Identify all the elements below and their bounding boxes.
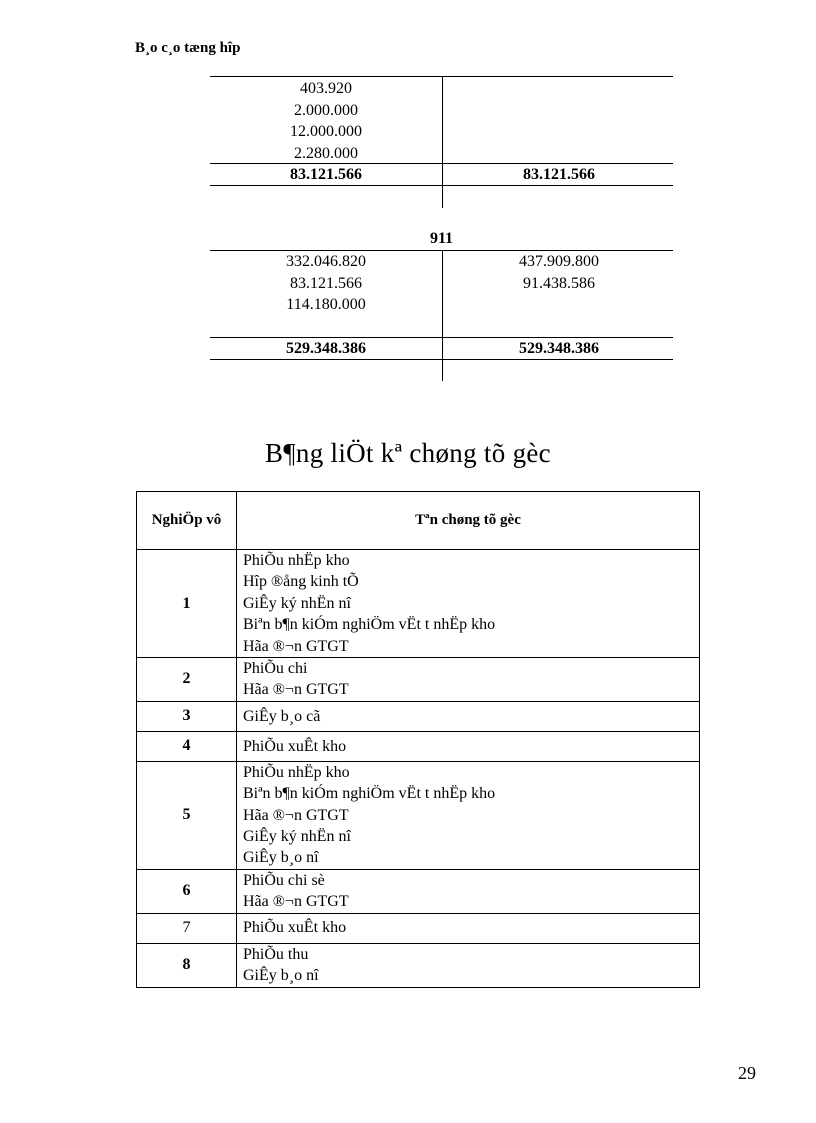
table-row: [137, 550, 700, 658]
transaction-number: 8: [137, 943, 237, 987]
document-name: Biªn b¶n kiÓm nghiÖm vËt t nhËp kho: [243, 616, 496, 634]
account-911-credit-lines: [443, 251, 675, 294]
document-name: GiÊy b¸o cã: [243, 707, 321, 725]
debit-total: 83.121.566: [290, 166, 362, 183]
debit-line: 83.121.566: [290, 274, 362, 292]
document-names: [237, 658, 700, 702]
document-name: GiÊy ký nhËn nî: [243, 828, 351, 846]
document-names: [237, 761, 700, 869]
document-name: PhiÕu nhËp kho: [243, 552, 350, 569]
source-documents-table: [136, 491, 700, 988]
transaction-number: 7: [137, 913, 237, 943]
account-911-debit-lines: [210, 251, 442, 316]
t-account-top-debit-lines: [210, 78, 442, 164]
debit-line: 12.000.000: [290, 123, 362, 140]
table-row: [137, 761, 700, 869]
document-name: Biªn b¶n kiÓm nghiÖm vËt t nhËp kho: [243, 785, 496, 803]
table-row: [137, 658, 700, 702]
document-name: PhiÕu thu: [243, 945, 309, 963]
transaction-number: 6: [137, 869, 237, 913]
table-row: [137, 731, 700, 761]
document-names: [237, 550, 700, 658]
debit-line: 114.180.000: [286, 296, 366, 313]
column-header-documents: Tªn chøng tõ gèc: [237, 492, 700, 550]
credit-line: 437.909.800: [519, 253, 599, 270]
transaction-number: 5: [137, 761, 237, 869]
document-names: [237, 943, 700, 987]
document-names: [237, 869, 700, 913]
transaction-number: 2: [137, 658, 237, 702]
transaction-number: 4: [137, 731, 237, 761]
table-header-row: [137, 492, 700, 550]
document-name: Hãa ®¬n GTGT: [243, 681, 349, 699]
document-name: PhiÕu chi sè: [243, 871, 325, 889]
document-name: GiÊy b¸o nî: [243, 849, 319, 867]
t-account-total-rule-bottom: [210, 185, 673, 186]
document-name: GiÊy b¸o nî: [243, 967, 319, 985]
t-account-911: [210, 230, 673, 381]
document-list-title: B¶ng liÖt kª chøng tõ gèc: [265, 438, 551, 468]
table-row: [137, 943, 700, 987]
document-name: PhiÕu xuÊt kho: [243, 919, 347, 937]
account-911-credit-total: 529.348.386: [519, 340, 599, 357]
debit-line: 2.000.000: [294, 101, 358, 119]
document-name: Hãa ®¬n GTGT: [243, 893, 349, 911]
document-name: Hãa ®¬n GTGT: [243, 637, 349, 655]
report-header: B¸o c¸o tæng hîp: [135, 40, 241, 56]
transaction-number: 1: [137, 550, 237, 658]
debit-line: 2.280.000: [294, 144, 358, 162]
t-account-911-bottom-rule: [210, 359, 673, 360]
document-names: [237, 701, 700, 731]
document-name: Hîp ®ång kinh tÕ: [243, 573, 359, 591]
t-account-top: [210, 76, 673, 208]
document-name: GiÊy ký nhËn nî: [243, 594, 351, 612]
document-names: [237, 731, 700, 761]
page-number: 29: [738, 1063, 756, 1083]
document-name: Hãa ®¬n GTGT: [243, 806, 349, 824]
table-row: [137, 869, 700, 913]
table-row: [137, 701, 700, 731]
document-name: PhiÕu chi: [243, 660, 308, 678]
account-911-debit-total: 529.348.386: [286, 340, 366, 357]
column-header-transaction: NghiÖp vô: [137, 492, 237, 550]
t-account-divider: [442, 76, 443, 208]
table-row: [137, 913, 700, 943]
document-name: PhiÕu xuÊt kho: [243, 737, 347, 755]
account-911-name: 911: [429, 230, 454, 247]
credit-total: 83.121.566: [523, 166, 595, 183]
debit-line: 332.046.820: [286, 253, 366, 270]
transaction-number: 3: [137, 701, 237, 731]
document-name: PhiÕu nhËp kho: [243, 763, 350, 781]
debit-line: 403.920: [300, 80, 352, 97]
document-names: [237, 913, 700, 943]
credit-line: 91.438.586: [523, 274, 595, 292]
